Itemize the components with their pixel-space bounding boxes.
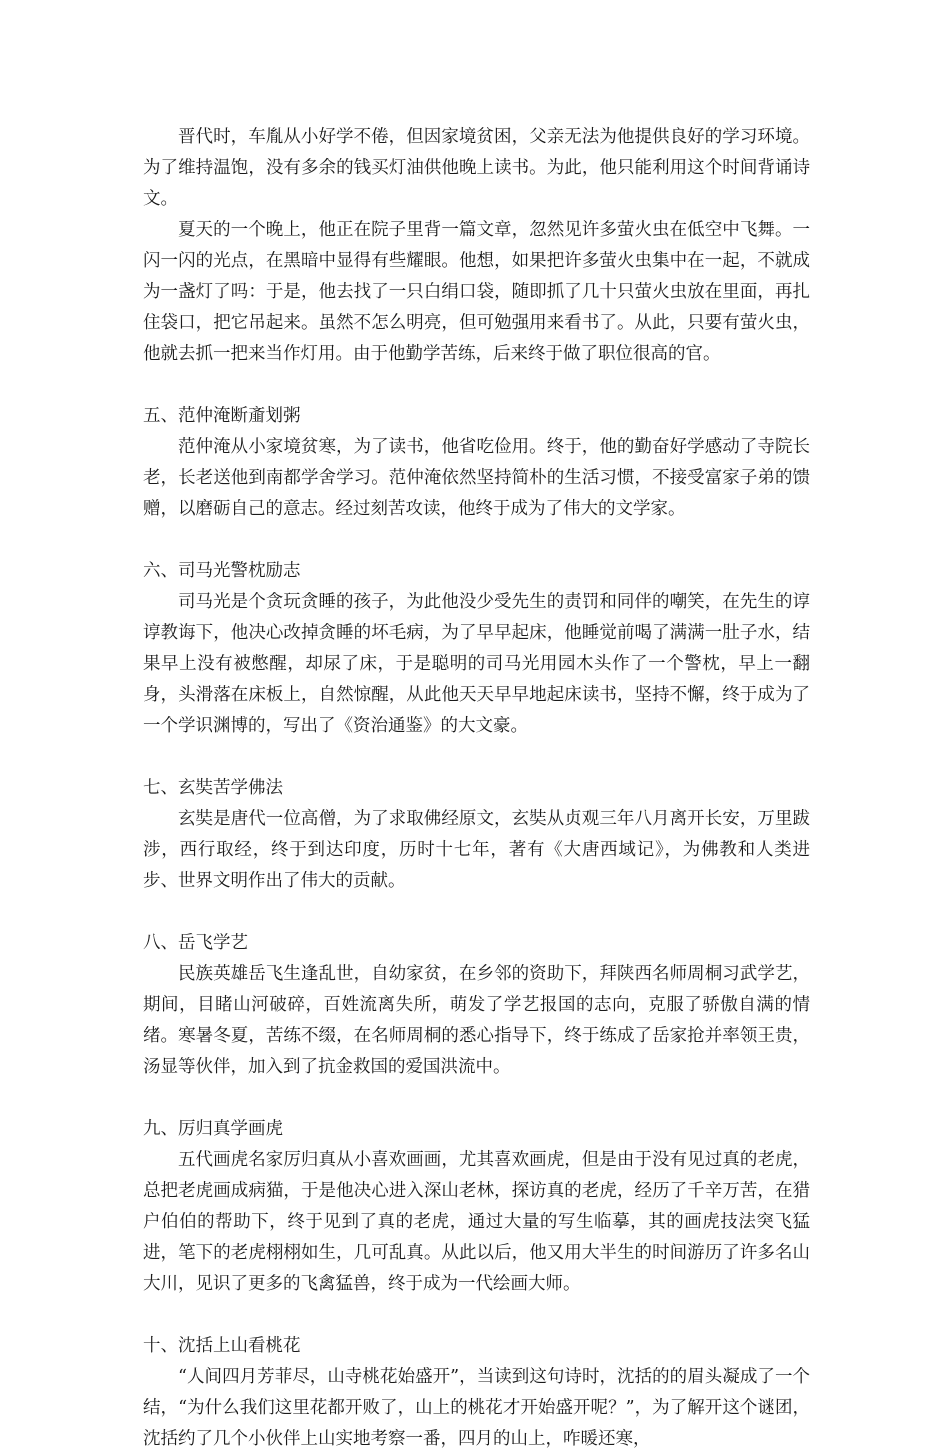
section-body: “人间四月芳菲尽，山寺桃花始盛开”，当读到这句诗时，沈括的的眉头凝成了一个结，“为什么我们这里花都开败了，山上的桃花才开始盛开呢？”，为了解开这个谜团，沈括约了几个小伙伴上山实地考察一番，四月的山上，咋暖还寒，: [143, 1367, 810, 1449]
section-heading: 八、岳飞学艺: [143, 933, 248, 953]
section-body: 范仲淹从小家境贫寒，为了读书，他省吃俭用。终于，他的勤奋好学感动了寺院长老，长老送他到南都学舍学习。范仲淹依然坚持简朴的生活习惯，不接受富家子弟的馈赠，以磨砺自己的意志。经过刻苦攻读，他终于成为了伟大的文学家。: [143, 437, 810, 519]
story-section: [143, 401, 810, 525]
section-heading: 十、沈括上山看桃花: [143, 1336, 301, 1356]
document-page: [143, 122, 810, 1455]
story-section: [143, 556, 810, 742]
story-section: [143, 773, 810, 897]
intro-paragraph: 晋代时，车胤从小好学不倦，但因家境贫困，父亲无法为他提供良好的学习环境。为了维持温饱，没有多余的钱买灯油供他晚上读书。为此，他只能利用这个时间背诵诗文。: [143, 127, 810, 209]
section-heading: 九、厉归真学画虎: [143, 1119, 283, 1139]
section-heading: 五、范仲淹断齑划粥: [143, 406, 301, 426]
section-body: 司马光是个贪玩贪睡的孩子，为此他没少受先生的责罚和同伴的嘲笑，在先生的谆谆教诲下，他决心改掉贪睡的坏毛病，为了早早起床，他睡觉前喝了满满一肚子水，结果早上没有被憋醒，却尿了床，于是聪明的司马光用园木头作了一个警枕，早上一翻身，头滑落在床板上，自然惊醒，从此他天天早早地起床读书，坚持不懈，终于成为了一个学识渊博的，写出了《资治通鉴》的大文豪。: [143, 592, 810, 736]
section-heading: 七、玄奘苦学佛法: [143, 778, 283, 798]
story-section: [143, 1114, 810, 1300]
section-body: 民族英雄岳飞生逢乱世，自幼家贫，在乡邻的资助下，拜陕西名师周桐习武学艺，期间，目睹山河破碎，百姓流离失所，萌发了学艺报国的志向，克服了骄傲自满的情绪。寒暑冬夏，苦练不缀，在名师周桐的悉心指导下，终于练成了岳家抢并率领王贵，汤显等伙伴，加入到了抗金救国的爱国洪流中。: [143, 964, 810, 1077]
story-section: [143, 928, 810, 1083]
section-body: 五代画虎名家厉归真从小喜欢画画，尤其喜欢画虎，但是由于没有见过真的老虎，总把老虎画成病猫，于是他决心进入深山老林，探访真的老虎，经历了千辛万苦，在猎户伯伯的帮助下，终于见到了真的老虎，通过大量的写生临摹，其的画虎技法突飞猛进，笔下的老虎栩栩如生，几可乱真。从此以后，他又用大半生的时间游历了许多名山大川，见识了更多的飞禽猛兽，终于成为一代绘画大师。: [143, 1150, 810, 1294]
story-section: [143, 1331, 810, 1455]
section-body: 玄奘是唐代一位高僧，为了求取佛经原文，玄奘从贞观三年八月离开长安，万里跋涉，西行取经，终于到达印度，历时十七年，著有《大唐西域记》，为佛教和人类进步、世界文明作出了伟大的贡献。: [143, 809, 810, 891]
intro-paragraph: 夏天的一个晚上，他正在院子里背一篇文章，忽然见许多萤火虫在低空中飞舞。一闪一闪的光点，在黑暗中显得有些耀眼。他想，如果把许多萤火虫集中在一起，不就成为一盏灯了吗：于是，他去找了一只白绢口袋，随即抓了几十只萤火虫放在里面，再扎住袋口，把它吊起来。虽然不怎么明亮，但可勉强用来看书了。从此，只要有萤火虫，他就去抓一把来当作灯用。由于他勤学苦练，后来终于做了职位很高的官。: [143, 220, 810, 364]
section-heading: 六、司马光警枕励志: [143, 561, 301, 581]
